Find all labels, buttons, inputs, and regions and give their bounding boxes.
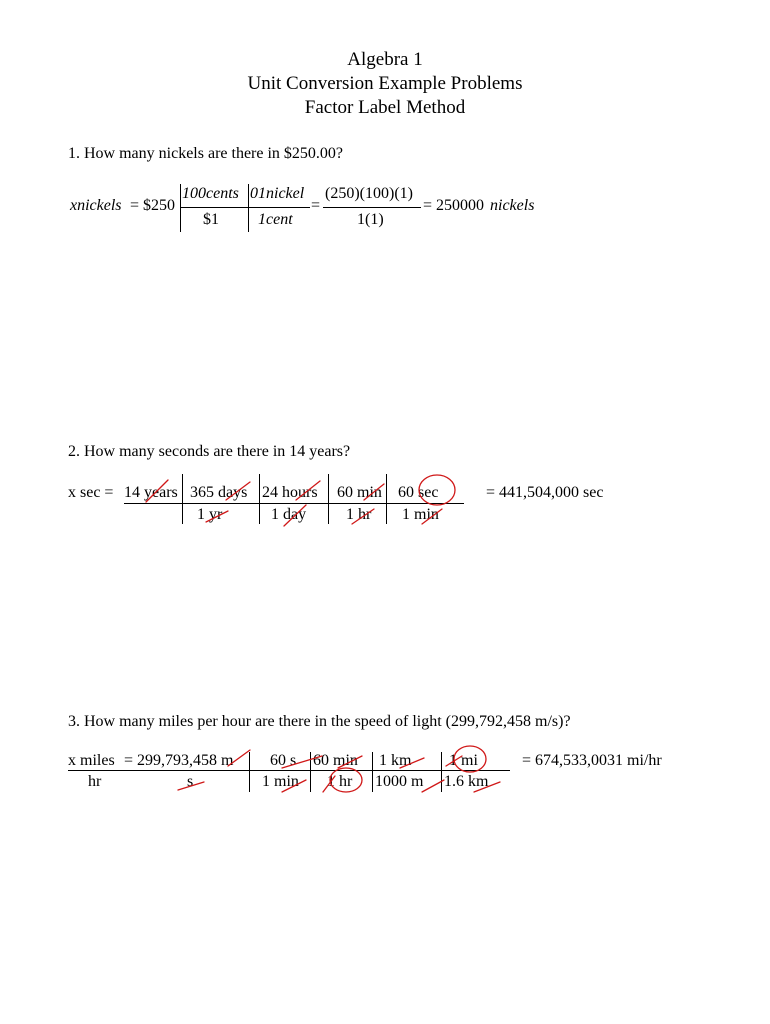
problem-1-question: 1. How many nickels are there in $250.00? <box>68 145 344 162</box>
p1-res-den: 1(1) <box>357 211 384 228</box>
p1-eq-start: = $250 <box>130 197 176 214</box>
p3-f4-num: 1 mi <box>449 752 478 769</box>
p1-eq-mid: = <box>311 197 321 214</box>
p2-f4-den: 1 min <box>402 506 439 523</box>
cancel-years-mark <box>146 480 168 502</box>
title-line-3: Factor Label Method <box>304 97 466 118</box>
cancel-km-den-mark <box>474 782 500 792</box>
p3-f2-den: 1 hr <box>327 773 353 790</box>
p3-start-num: = 299,793,458 m <box>124 752 234 769</box>
cancel-min-mark <box>364 484 384 500</box>
p2-f2-num: 24 hours <box>262 484 318 501</box>
p2-f4-num: 60 sec <box>398 484 439 501</box>
p3-f1-den: 1 min <box>262 773 299 790</box>
cancel-km-mark <box>400 758 424 768</box>
cancel-hr-den-mark <box>323 776 335 792</box>
p2-lhs: x sec = <box>68 484 114 501</box>
p1-lhs: xnickels <box>70 197 122 214</box>
problem-3-question: 3. How many miles per hour are there in the speed of light (299,792,458 m/s)? <box>68 713 571 730</box>
circled-mi-mark <box>454 746 486 772</box>
cancel-days-mark <box>226 482 250 500</box>
p3-f1-num: 60 s <box>270 752 297 769</box>
cancel-hours-mark <box>296 481 320 500</box>
p2-f1-num: 365 days <box>190 484 248 501</box>
p2-result: = 441,504,000 sec <box>486 484 604 501</box>
title-line-2: Unit Conversion Example Problems <box>247 73 523 94</box>
p3-f3-num: 1 km <box>379 752 412 769</box>
p1-f1-den: $1 <box>203 211 219 228</box>
cancel-s-num-mark <box>282 756 322 768</box>
cancel-m-mark <box>228 750 250 766</box>
problem-2-question: 2. How many seconds are there in 14 years? <box>68 443 351 460</box>
p1-result: = 250000 <box>423 197 485 214</box>
p1-f1-num: 100cents <box>182 185 239 202</box>
cancel-yr-mark <box>206 511 228 522</box>
p3-f4-den: 1.6 km <box>444 773 489 790</box>
cancel-s-mark <box>178 782 204 790</box>
cancel-m-den-mark <box>422 780 444 792</box>
p3-lhs-num: x miles <box>68 752 115 769</box>
p1-f2-num: 01nickel <box>250 185 305 202</box>
p2-f3-den: 1 hr <box>346 506 372 523</box>
p2-f3-num: 60 min <box>337 484 382 501</box>
title-line-1: Algebra 1 <box>347 49 423 70</box>
p2-start: 14 years <box>124 484 178 501</box>
p1-f2-den: 1cent <box>258 211 293 228</box>
p2-f1-den: 1 yr <box>197 506 223 523</box>
cancel-hr-mark <box>352 509 374 524</box>
cancel-min-num-mark <box>338 756 362 768</box>
circled-sec-mark <box>419 475 455 505</box>
p3-f3-den: 1000 m <box>375 773 424 790</box>
p1-res-num: (250)(100)(1) <box>325 185 413 202</box>
cancel-min-den-mark <box>422 509 442 524</box>
cancel-min-den-mark <box>282 780 306 792</box>
p3-f2-num: 60 min <box>313 752 358 769</box>
p3-result: = 674,533,0031 mi/hr <box>522 752 662 769</box>
p2-f2-den: 1 day <box>271 506 307 523</box>
cancel-day-mark <box>284 505 306 526</box>
p3-start-den: s <box>187 773 194 790</box>
circled-hr-mark <box>330 768 362 792</box>
p3-lhs-den: hr <box>88 773 102 790</box>
p1-result-unit: nickels <box>490 197 535 214</box>
